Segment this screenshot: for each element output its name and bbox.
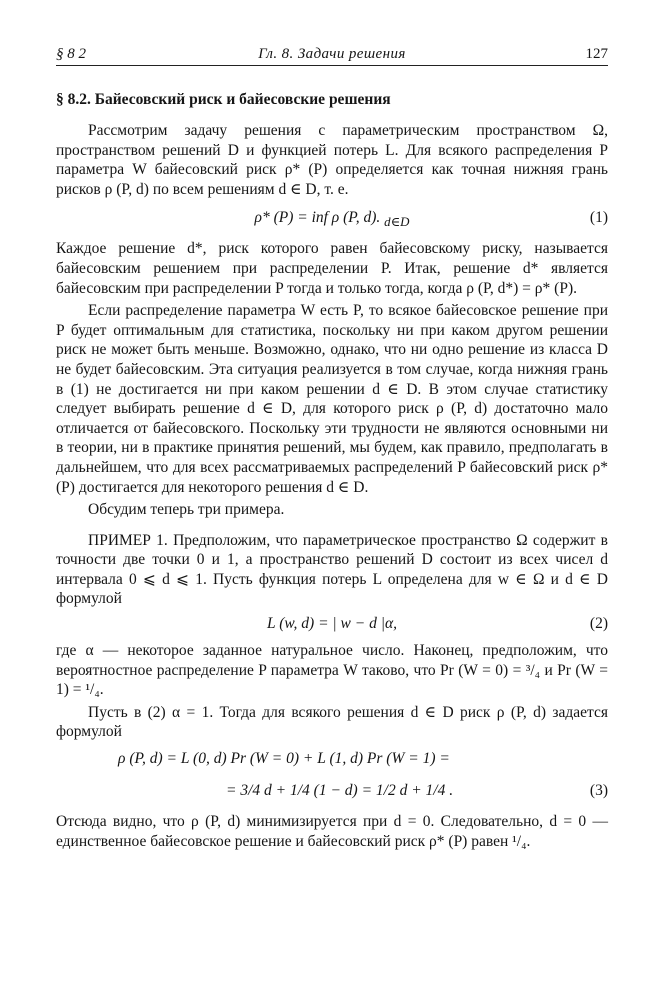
header-section-mark: § 8 2 — [56, 46, 86, 62]
equation-3-line-2: = 3/4 d + 1/4 (1 − d) = 1/2 d + 1/4 . — [226, 782, 454, 800]
paragraph-examples-intro: Обсудим теперь три примера. — [88, 501, 285, 519]
paragraph-alpha: где α — некоторое заданное натуральное число. Наконец, предположим, что вероятностное распределение P параметра W таково, что Pr (W = 0) = ³/₄ и Pr (W = 1) = ¹/₄. — [56, 642, 608, 699]
page-body — [56, 89, 608, 851]
paragraph-bayes-decision: Каждое решение d*, риск которого равен байесовскому риску, называется байесовским решением при распределении P. Итак, решение d* является байесовским при распределении P тогда и только тогда, когда ρ (P, d*) = ρ* (P). — [56, 240, 608, 297]
section-title: § 8.2. Байесовский риск и байесовские решения — [56, 91, 391, 108]
equation-2-number: (2) — [589, 615, 608, 633]
equation-1 — [56, 199, 608, 239]
header-rule — [56, 65, 608, 66]
page-number: 127 — [585, 46, 608, 62]
paragraph-alpha-one: Пусть в (2) α = 1. Тогда для всякого решения d ∈ D риск ρ (P, d) задается формулой — [56, 703, 608, 741]
running-header — [56, 42, 608, 66]
equation-1-body — [56, 209, 608, 230]
equation-3-number: (3) — [589, 782, 608, 800]
paragraph-intro: Рассмотрим задачу решения с параметрическим пространством Ω, пространством решений D и функцией потерь L. Для всякого распределения P параметра W байесовский риск ρ* (P) определяется как точная нижняя грань рисков ρ (P, d) по всем решениям d ∈ D, т. е. — [56, 122, 608, 198]
paragraph-example-1: ПРИМЕР 1. Предположим, что параметрическое пространство Ω содержит в точности две точки 0 и 1, а пространство решений D состоит из всех чисел d интервала 0 ⩽ d ⩽ 1. Пусть функция потерь L определена для w ∈ Ω и d ∈ D формулой — [56, 531, 608, 608]
paragraph-conclusion: Отсюда видно, что ρ (P, d) минимизируется при d = 0. Следовательно, d = 0 — единственное байесовское решение и байесовский риск ρ* (P) равен ¹/₄. — [56, 813, 608, 850]
paragraph-discussion: Если распределение параметра W есть P, то всякое байесовское решение при P будет оптимальным для статистика, поскольку ни при каком другом решении риск не может быть меньше. Возможно, однако, что ни одно решение из класса D не будет байесовским. Эта ситуация реализуется в том случае, когда нижняя грань в (1) не достигается ни при каком решении d ∈ D. В этом случае статистику следует выбирать решение d ∈ D, для которого риск ρ (P, d) достаточно мало отличается от байесовского. Поскольку эти трудности не являются основными ни в теории, ни в практике принятия решений, мы будем, как правило, предполагать в дальнейшем, что для всех рассматриваемых распределений P байесовский риск ρ* (P) достигается для некоторого решения d ∈ D. — [56, 302, 608, 496]
equation-1-expr: ρ* (P) = inf ρ (P, d). — [254, 209, 381, 227]
equation-3-line-1: ρ (P, d) = L (0, d) Pr (W = 0) + L (1, d) Pr (W = 1) = — [118, 750, 450, 768]
equation-3 — [56, 742, 608, 812]
equation-2 — [56, 609, 608, 641]
equation-1-subscript: d∈D — [384, 214, 410, 230]
header-running-title: Гл. 8. Задачи решения — [258, 46, 406, 62]
equation-2-body: L (w, d) = | w − d |α, — [266, 615, 398, 633]
equation-1-number: (1) — [589, 209, 608, 227]
